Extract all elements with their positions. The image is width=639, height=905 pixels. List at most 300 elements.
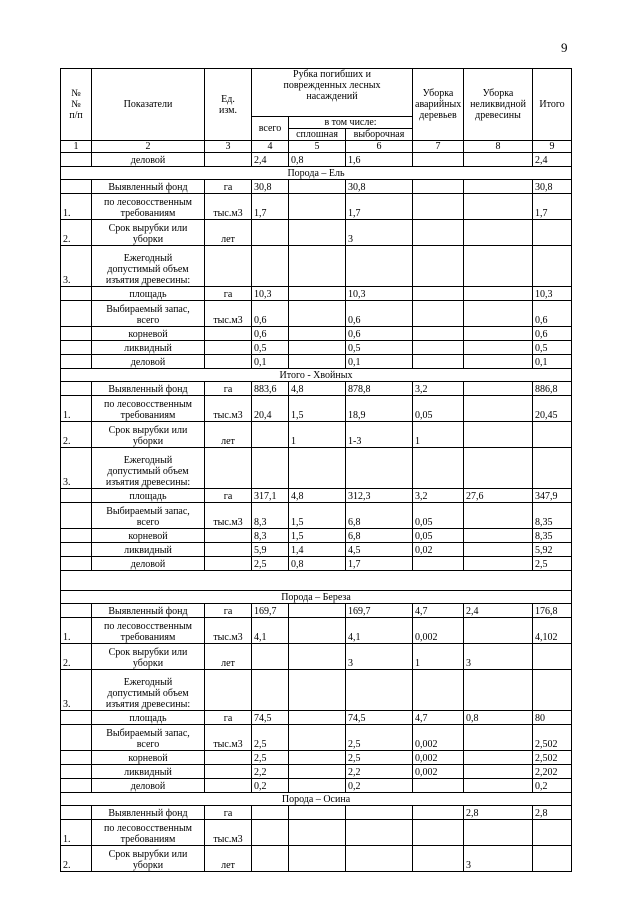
row-number-cell: [61, 725, 92, 751]
emergency-trees-cell: [413, 153, 464, 167]
total-cell: [252, 670, 289, 711]
selective-felling-cell: 30,8: [346, 180, 413, 194]
total-cell: 5,9: [252, 543, 289, 557]
table-row: [61, 820, 572, 846]
unit-cell: [205, 751, 252, 765]
nonliquid-wood-cell: [464, 382, 533, 396]
table-row: [61, 765, 572, 779]
page-number: 9: [561, 40, 568, 55]
column-number: 9: [533, 141, 572, 153]
indicator-cell: Срок вырубки или уборки: [92, 220, 205, 246]
header-num: № № п/п: [61, 69, 92, 141]
clear-felling-cell: 1: [289, 422, 346, 448]
column-number: 7: [413, 141, 464, 153]
row-number-cell: [61, 604, 92, 618]
unit-cell: [205, 448, 252, 489]
unit-cell: [205, 355, 252, 369]
total-cell: 0,2: [252, 779, 289, 793]
nonliquid-wood-cell: 2,4: [464, 604, 533, 618]
clear-felling-cell: [289, 301, 346, 327]
nonliquid-wood-cell: [464, 779, 533, 793]
row-number-cell: [61, 341, 92, 355]
row-sum-cell: 0,1: [533, 355, 572, 369]
row-number-cell: 3.: [61, 246, 92, 287]
selective-felling-cell: 169,7: [346, 604, 413, 618]
total-cell: [252, 422, 289, 448]
table-row: [61, 806, 572, 820]
unit-cell: [205, 341, 252, 355]
row-sum-cell: 2,502: [533, 751, 572, 765]
row-number-cell: [61, 503, 92, 529]
selective-felling-cell: 1,7: [346, 557, 413, 571]
table-row: [61, 529, 572, 543]
clear-felling-cell: [289, 751, 346, 765]
selective-felling-cell: 4,5: [346, 543, 413, 557]
indicator-cell: Срок вырубки или уборки: [92, 846, 205, 872]
header-total: всего: [252, 117, 289, 141]
row-sum-cell: 8,35: [533, 529, 572, 543]
unit-cell: лет: [205, 422, 252, 448]
table-row: [61, 287, 572, 301]
row-sum-cell: 0,6: [533, 327, 572, 341]
unit-cell: тыс.м3: [205, 301, 252, 327]
nonliquid-wood-cell: [464, 751, 533, 765]
table-row: [61, 422, 572, 448]
row-number-cell: [61, 327, 92, 341]
nonliquid-wood-cell: [464, 220, 533, 246]
emergency-trees-cell: [413, 448, 464, 489]
clear-felling-cell: [289, 618, 346, 644]
unit-cell: [205, 779, 252, 793]
row-sum-cell: 5,92: [533, 543, 572, 557]
total-cell: 883,6: [252, 382, 289, 396]
row-number-cell: 2.: [61, 846, 92, 872]
nonliquid-wood-cell: [464, 422, 533, 448]
emergency-trees-cell: [413, 220, 464, 246]
nonliquid-wood-cell: [464, 341, 533, 355]
indicator-cell: по лесовосственным требованиям: [92, 396, 205, 422]
total-cell: 2,2: [252, 765, 289, 779]
clear-felling-cell: [289, 341, 346, 355]
emergency-trees-cell: [413, 194, 464, 220]
total-cell: [252, 806, 289, 820]
table-row: [61, 543, 572, 557]
row-number-cell: 3.: [61, 670, 92, 711]
indicator-cell: Ежегодный допустимый объем изъятия древесины:: [92, 670, 205, 711]
section-row: [61, 591, 572, 604]
selective-felling-cell: [346, 806, 413, 820]
unit-cell: [205, 327, 252, 341]
row-number-cell: [61, 529, 92, 543]
nonliquid-wood-cell: [464, 355, 533, 369]
row-sum-cell: [533, 670, 572, 711]
total-cell: 0,6: [252, 327, 289, 341]
total-cell: 74,5: [252, 711, 289, 725]
emergency-trees-cell: [413, 246, 464, 287]
unit-cell: лет: [205, 644, 252, 670]
table-row: [61, 725, 572, 751]
unit-cell: га: [205, 382, 252, 396]
column-numbers-row: [61, 141, 572, 153]
total-cell: 20,4: [252, 396, 289, 422]
table-row: [61, 341, 572, 355]
header-unit: Ед. изм.: [205, 69, 252, 141]
unit-cell: га: [205, 711, 252, 725]
total-cell: 0,5: [252, 341, 289, 355]
header-selective: выборочная: [346, 129, 413, 141]
clear-felling-cell: 0,8: [289, 153, 346, 167]
row-number-cell: [61, 153, 92, 167]
table-row: [61, 751, 572, 765]
clear-felling-cell: [289, 180, 346, 194]
table-row: [61, 779, 572, 793]
clear-felling-cell: [289, 779, 346, 793]
emergency-trees-cell: 0,002: [413, 751, 464, 765]
table-row: [61, 846, 572, 872]
row-number-cell: [61, 180, 92, 194]
total-cell: [252, 846, 289, 872]
table-row: [61, 557, 572, 571]
clear-felling-cell: [289, 670, 346, 711]
nonliquid-wood-cell: 3: [464, 644, 533, 670]
row-sum-cell: 2,4: [533, 153, 572, 167]
nonliquid-wood-cell: 3: [464, 846, 533, 872]
indicator-cell: Срок вырубки или уборки: [92, 644, 205, 670]
emergency-trees-cell: [413, 806, 464, 820]
nonliquid-wood-cell: [464, 246, 533, 287]
nonliquid-wood-cell: [464, 180, 533, 194]
emergency-trees-cell: 1: [413, 422, 464, 448]
indicator-cell: корневой: [92, 327, 205, 341]
row-number-cell: [61, 543, 92, 557]
section-row: [61, 167, 572, 180]
indicator-cell: Ежегодный допустимый объем изъятия древесины:: [92, 448, 205, 489]
table-row: [61, 327, 572, 341]
indicator-cell: Выявленный фонд: [92, 604, 205, 618]
unit-cell: га: [205, 180, 252, 194]
column-number: 5: [289, 141, 346, 153]
unit-cell: [205, 543, 252, 557]
total-cell: [252, 448, 289, 489]
unit-cell: тыс.м3: [205, 725, 252, 751]
nonliquid-wood-cell: [464, 618, 533, 644]
row-number-cell: 1.: [61, 618, 92, 644]
row-sum-cell: [533, 246, 572, 287]
row-number-cell: 1.: [61, 396, 92, 422]
clear-felling-cell: [289, 806, 346, 820]
total-cell: 2,4: [252, 153, 289, 167]
nonliquid-wood-cell: [464, 820, 533, 846]
indicator-cell: площадь: [92, 711, 205, 725]
header-indicators: Показатели: [92, 69, 205, 141]
indicator-cell: корневой: [92, 751, 205, 765]
emergency-trees-cell: [413, 287, 464, 301]
section-row: [61, 793, 572, 806]
emergency-trees-cell: [413, 180, 464, 194]
unit-cell: [205, 529, 252, 543]
unit-cell: га: [205, 287, 252, 301]
clear-felling-cell: [289, 220, 346, 246]
selective-felling-cell: 2,5: [346, 751, 413, 765]
selective-felling-cell: 18,9: [346, 396, 413, 422]
header-felling: Рубка погибших и поврежденных лесных насаждений: [252, 69, 413, 117]
table-row: [61, 220, 572, 246]
indicator-cell: Ежегодный допустимый объем изъятия древесины:: [92, 246, 205, 287]
selective-felling-cell: 4,1: [346, 618, 413, 644]
indicator-cell: ликвидный: [92, 341, 205, 355]
row-sum-cell: [533, 422, 572, 448]
emergency-trees-cell: 4,7: [413, 604, 464, 618]
row-sum-cell: 0,6: [533, 301, 572, 327]
nonliquid-wood-cell: [464, 327, 533, 341]
table-row: [61, 246, 572, 287]
row-sum-cell: 0,2: [533, 779, 572, 793]
indicator-cell: ликвидный: [92, 765, 205, 779]
section-row: [61, 369, 572, 382]
emergency-trees-cell: 1: [413, 644, 464, 670]
row-sum-cell: [533, 846, 572, 872]
indicator-cell: Выявленный фонд: [92, 382, 205, 396]
table-row: [61, 618, 572, 644]
row-sum-cell: [533, 820, 572, 846]
table-row: [61, 489, 572, 503]
row-number-cell: 2.: [61, 422, 92, 448]
nonliquid-wood-cell: [464, 529, 533, 543]
emergency-trees-cell: 0,05: [413, 529, 464, 543]
selective-felling-cell: 2,2: [346, 765, 413, 779]
indicator-cell: деловой: [92, 779, 205, 793]
clear-felling-cell: [289, 327, 346, 341]
row-sum-cell: 2,5: [533, 557, 572, 571]
row-sum-cell: 1,7: [533, 194, 572, 220]
table-row: [61, 396, 572, 422]
header-clear: сплошная: [289, 129, 346, 141]
indicator-cell: Выбираемый запас, всего: [92, 301, 205, 327]
row-number-cell: 3.: [61, 448, 92, 489]
row-number-cell: 2.: [61, 220, 92, 246]
total-cell: [252, 246, 289, 287]
indicator-cell: Выявленный фонд: [92, 806, 205, 820]
clear-felling-cell: [289, 820, 346, 846]
emergency-trees-cell: 0,05: [413, 396, 464, 422]
nonliquid-wood-cell: 27,6: [464, 489, 533, 503]
total-cell: [252, 820, 289, 846]
selective-felling-cell: 1,6: [346, 153, 413, 167]
total-cell: 8,3: [252, 529, 289, 543]
total-cell: [252, 220, 289, 246]
table-row: [61, 448, 572, 489]
selective-felling-cell: 3: [346, 220, 413, 246]
emergency-trees-cell: 0,05: [413, 503, 464, 529]
total-cell: 30,8: [252, 180, 289, 194]
row-sum-cell: 8,35: [533, 503, 572, 529]
row-number-cell: [61, 779, 92, 793]
row-number-cell: 2.: [61, 644, 92, 670]
emergency-trees-cell: [413, 301, 464, 327]
emergency-trees-cell: [413, 820, 464, 846]
row-number-cell: [61, 765, 92, 779]
nonliquid-wood-cell: 2,8: [464, 806, 533, 820]
table-row: [61, 355, 572, 369]
unit-cell: [205, 153, 252, 167]
nonliquid-wood-cell: [464, 301, 533, 327]
clear-felling-cell: [289, 194, 346, 220]
table-row: [61, 194, 572, 220]
clear-felling-cell: [289, 246, 346, 287]
table-row: [61, 644, 572, 670]
clear-felling-cell: [289, 448, 346, 489]
selective-felling-cell: 0,1: [346, 355, 413, 369]
header-nonliquid: Уборка неликвидной древесины: [464, 69, 533, 141]
nonliquid-wood-cell: [464, 557, 533, 571]
clear-felling-cell: 4,8: [289, 489, 346, 503]
column-number: 8: [464, 141, 533, 153]
indicator-cell: Выявленный фонд: [92, 180, 205, 194]
nonliquid-wood-cell: [464, 153, 533, 167]
nonliquid-wood-cell: [464, 503, 533, 529]
row-sum-cell: 10,3: [533, 287, 572, 301]
row-number-cell: [61, 355, 92, 369]
unit-cell: [205, 557, 252, 571]
nonliquid-wood-cell: [464, 287, 533, 301]
unit-cell: тыс.м3: [205, 396, 252, 422]
selective-felling-cell: 0,5: [346, 341, 413, 355]
table-row: [61, 180, 572, 194]
total-cell: 4,1: [252, 618, 289, 644]
unit-cell: лет: [205, 220, 252, 246]
nonliquid-wood-cell: [464, 194, 533, 220]
column-number: 4: [252, 141, 289, 153]
unit-cell: тыс.м3: [205, 820, 252, 846]
total-cell: 1,7: [252, 194, 289, 220]
nonliquid-wood-cell: [464, 396, 533, 422]
table-row: [61, 711, 572, 725]
clear-felling-cell: [289, 355, 346, 369]
selective-felling-cell: [346, 246, 413, 287]
spacer-row: [61, 571, 572, 591]
clear-felling-cell: 1,4: [289, 543, 346, 557]
emergency-trees-cell: [413, 670, 464, 711]
clear-felling-cell: 1,5: [289, 503, 346, 529]
row-sum-cell: 176,8: [533, 604, 572, 618]
row-sum-cell: 2,8: [533, 806, 572, 820]
clear-felling-cell: [289, 846, 346, 872]
emergency-trees-cell: [413, 341, 464, 355]
table-row: [61, 153, 572, 167]
indicator-cell: по лесовосственным требованиям: [92, 820, 205, 846]
total-cell: 2,5: [252, 557, 289, 571]
row-number-cell: 1.: [61, 194, 92, 220]
indicator-cell: по лесовосственным требованиям: [92, 194, 205, 220]
table-row: [61, 301, 572, 327]
selective-felling-cell: 74,5: [346, 711, 413, 725]
row-sum-cell: 2,502: [533, 725, 572, 751]
row-number-cell: [61, 489, 92, 503]
unit-cell: [205, 670, 252, 711]
nonliquid-wood-cell: [464, 765, 533, 779]
indicator-cell: деловой: [92, 355, 205, 369]
clear-felling-cell: [289, 765, 346, 779]
selective-felling-cell: 3: [346, 644, 413, 670]
unit-cell: лет: [205, 846, 252, 872]
header-including: в том числе:: [289, 117, 413, 129]
indicator-cell: корневой: [92, 529, 205, 543]
emergency-trees-cell: 3,2: [413, 489, 464, 503]
indicator-cell: Выбираемый запас, всего: [92, 503, 205, 529]
indicator-cell: площадь: [92, 287, 205, 301]
selective-felling-cell: 6,8: [346, 503, 413, 529]
indicator-cell: Срок вырубки или уборки: [92, 422, 205, 448]
spacer-cell: [61, 571, 572, 591]
forest-felling-table: [60, 68, 572, 872]
total-cell: 8,3: [252, 503, 289, 529]
selective-felling-cell: 2,5: [346, 725, 413, 751]
row-sum-cell: 0,5: [533, 341, 572, 355]
emergency-trees-cell: 3,2: [413, 382, 464, 396]
row-sum-cell: 30,8: [533, 180, 572, 194]
unit-cell: [205, 246, 252, 287]
emergency-trees-cell: [413, 557, 464, 571]
section-title: Порода – Осина: [61, 793, 572, 806]
selective-felling-cell: 878,8: [346, 382, 413, 396]
selective-felling-cell: 6,8: [346, 529, 413, 543]
column-number: 3: [205, 141, 252, 153]
row-number-cell: [61, 806, 92, 820]
header-sum: Итого: [533, 69, 572, 141]
row-sum-cell: 80: [533, 711, 572, 725]
total-cell: 169,7: [252, 604, 289, 618]
selective-felling-cell: 1,7: [346, 194, 413, 220]
selective-felling-cell: 0,2: [346, 779, 413, 793]
emergency-trees-cell: 0,002: [413, 765, 464, 779]
emergency-trees-cell: 0,002: [413, 725, 464, 751]
row-number-cell: [61, 301, 92, 327]
row-number-cell: [61, 557, 92, 571]
row-number-cell: 1.: [61, 820, 92, 846]
emergency-trees-cell: [413, 355, 464, 369]
emergency-trees-cell: [413, 779, 464, 793]
selective-felling-cell: 0,6: [346, 301, 413, 327]
total-cell: 2,5: [252, 725, 289, 751]
unit-cell: га: [205, 806, 252, 820]
row-sum-cell: [533, 220, 572, 246]
row-number-cell: [61, 751, 92, 765]
total-cell: 10,3: [252, 287, 289, 301]
nonliquid-wood-cell: [464, 670, 533, 711]
indicator-cell: ликвидный: [92, 543, 205, 557]
selective-felling-cell: [346, 820, 413, 846]
total-cell: 0,6: [252, 301, 289, 327]
row-sum-cell: 2,202: [533, 765, 572, 779]
selective-felling-cell: [346, 448, 413, 489]
nonliquid-wood-cell: 0,8: [464, 711, 533, 725]
unit-cell: тыс.м3: [205, 503, 252, 529]
section-title: Порода – Ель: [61, 167, 572, 180]
nonliquid-wood-cell: [464, 543, 533, 557]
unit-cell: [205, 765, 252, 779]
emergency-trees-cell: 0,02: [413, 543, 464, 557]
selective-felling-cell: 1-3: [346, 422, 413, 448]
row-sum-cell: [533, 644, 572, 670]
unit-cell: тыс.м3: [205, 194, 252, 220]
row-sum-cell: 347,9: [533, 489, 572, 503]
nonliquid-wood-cell: [464, 448, 533, 489]
indicator-cell: деловой: [92, 153, 205, 167]
section-title: Порода – Береза: [61, 591, 572, 604]
row-sum-cell: 886,8: [533, 382, 572, 396]
column-number: 6: [346, 141, 413, 153]
emergency-trees-cell: 4,7: [413, 711, 464, 725]
